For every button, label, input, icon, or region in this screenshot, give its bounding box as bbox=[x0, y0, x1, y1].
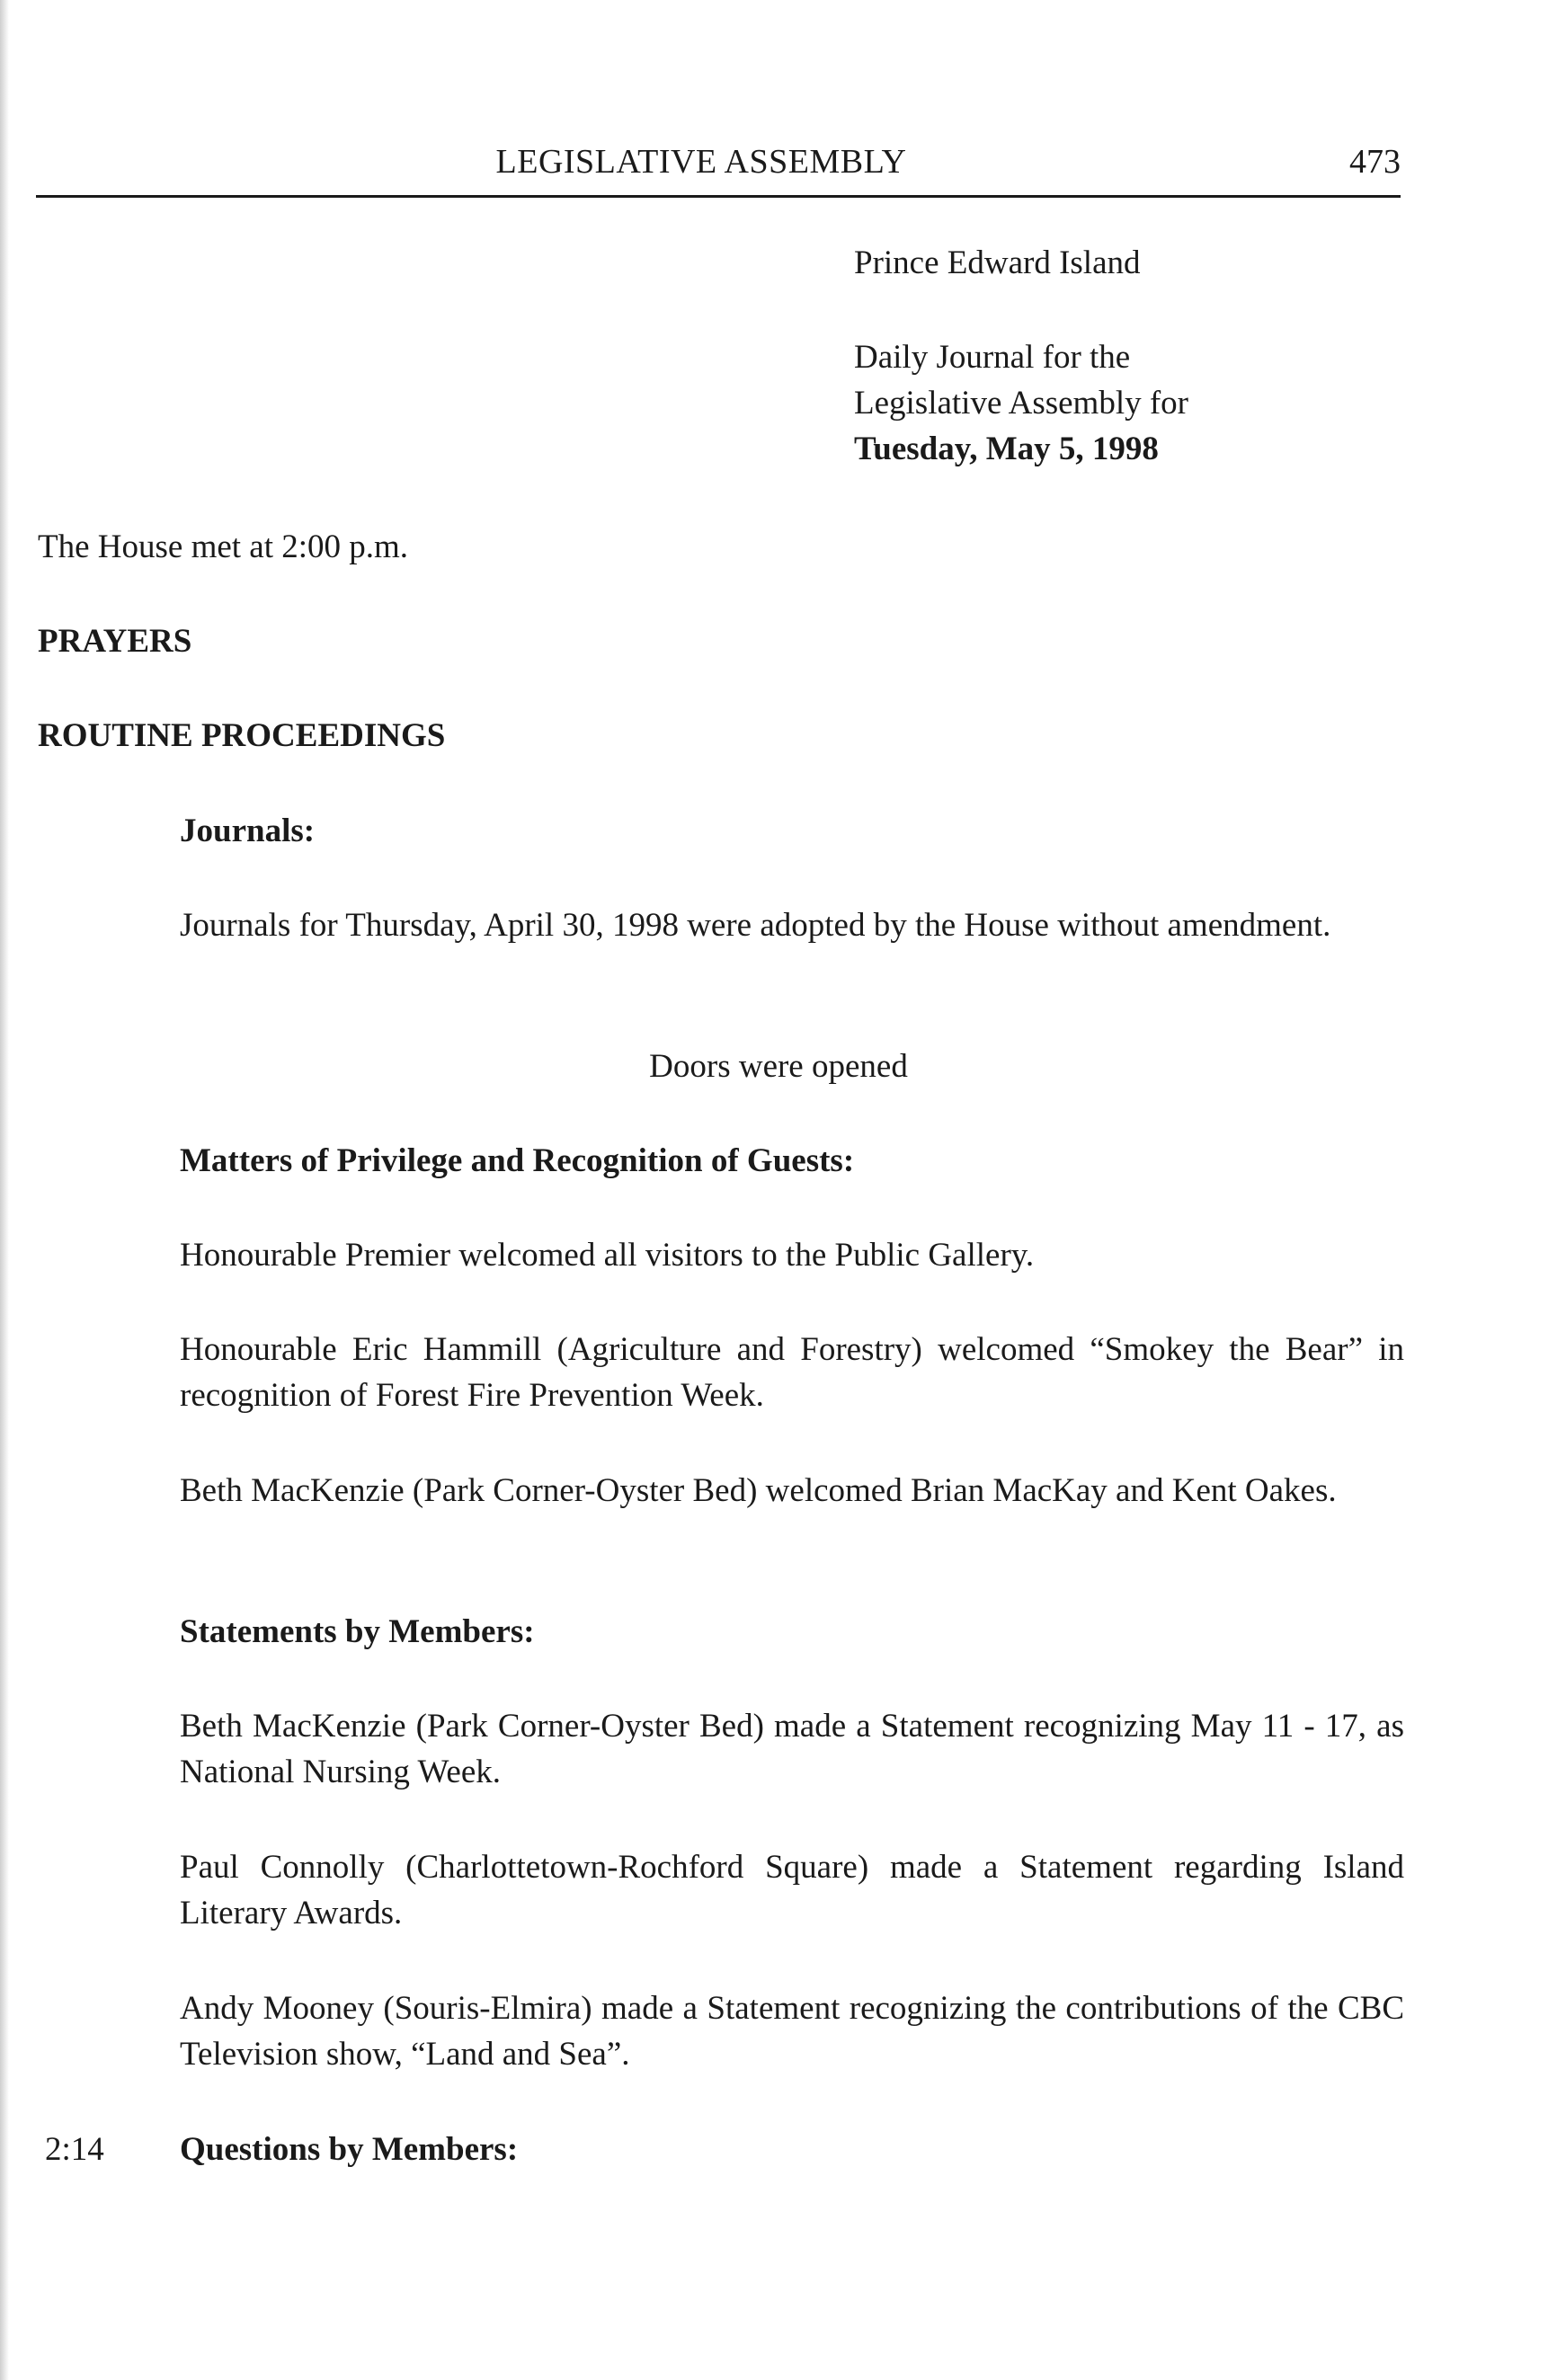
journals-paragraph: Journals for Thursday, April 30, 1998 were adopted by the House without amendment. bbox=[180, 907, 1331, 944]
page-edge-shadow bbox=[0, 0, 9, 2380]
statement-item-1: Beth MacKenzie (Park Corner-Oyster Bed) made a Statement recognizing May 11 - 17, as National Nursing Week. bbox=[180, 1708, 1404, 1790]
opening-statement: The House met at 2:00 p.m. bbox=[38, 528, 409, 565]
routine-proceedings-heading: ROUTINE PROCEEDINGS bbox=[38, 717, 446, 754]
questions-heading: Questions by Members: bbox=[180, 2131, 519, 2168]
privilege-item-3: Beth MacKenzie (Park Corner-Oyster Bed) welcomed Brian MacKay and Kent Oakes. bbox=[180, 1472, 1337, 1509]
journal-title-line1: Daily Journal for the bbox=[854, 339, 1131, 376]
running-header-title: LEGISLATIVE ASSEMBLY bbox=[495, 143, 907, 181]
province-name: Prince Edward Island bbox=[854, 244, 1141, 281]
privilege-heading: Matters of Privilege and Recognition of Guests: bbox=[180, 1142, 855, 1179]
doors-opened-note: Doors were opened bbox=[649, 1048, 908, 1085]
prayers-heading: PRAYERS bbox=[38, 623, 192, 660]
statement-item-3: Andy Mooney (Souris-Elmira) made a Statement recognizing the contributions of the CBC Television show, “Land and Sea”. bbox=[180, 1990, 1404, 2073]
journals-heading: Journals: bbox=[180, 813, 316, 849]
privilege-item-2: Honourable Eric Hammill (Agriculture and Forestry) welcomed “Smokey the Bear” in recognition of Forest Fire Prevention Week. bbox=[180, 1331, 1404, 1414]
header-divider bbox=[36, 195, 1401, 198]
statement-item-2: Paul Connolly (Charlottetown-Rochford Square) made a Statement regarding Island Literary Awards. bbox=[180, 1849, 1404, 1932]
privilege-item-1: Honourable Premier welcomed all visitors to the Public Gallery. bbox=[180, 1237, 1035, 1274]
page-number: 473 bbox=[1349, 143, 1401, 181]
questions-time-marker: 2:14 bbox=[45, 2131, 104, 2168]
journal-title-line2: Legislative Assembly for bbox=[854, 385, 1188, 422]
journal-date: Tuesday, May 5, 1998 bbox=[854, 431, 1159, 467]
statements-heading: Statements by Members: bbox=[180, 1613, 535, 1650]
